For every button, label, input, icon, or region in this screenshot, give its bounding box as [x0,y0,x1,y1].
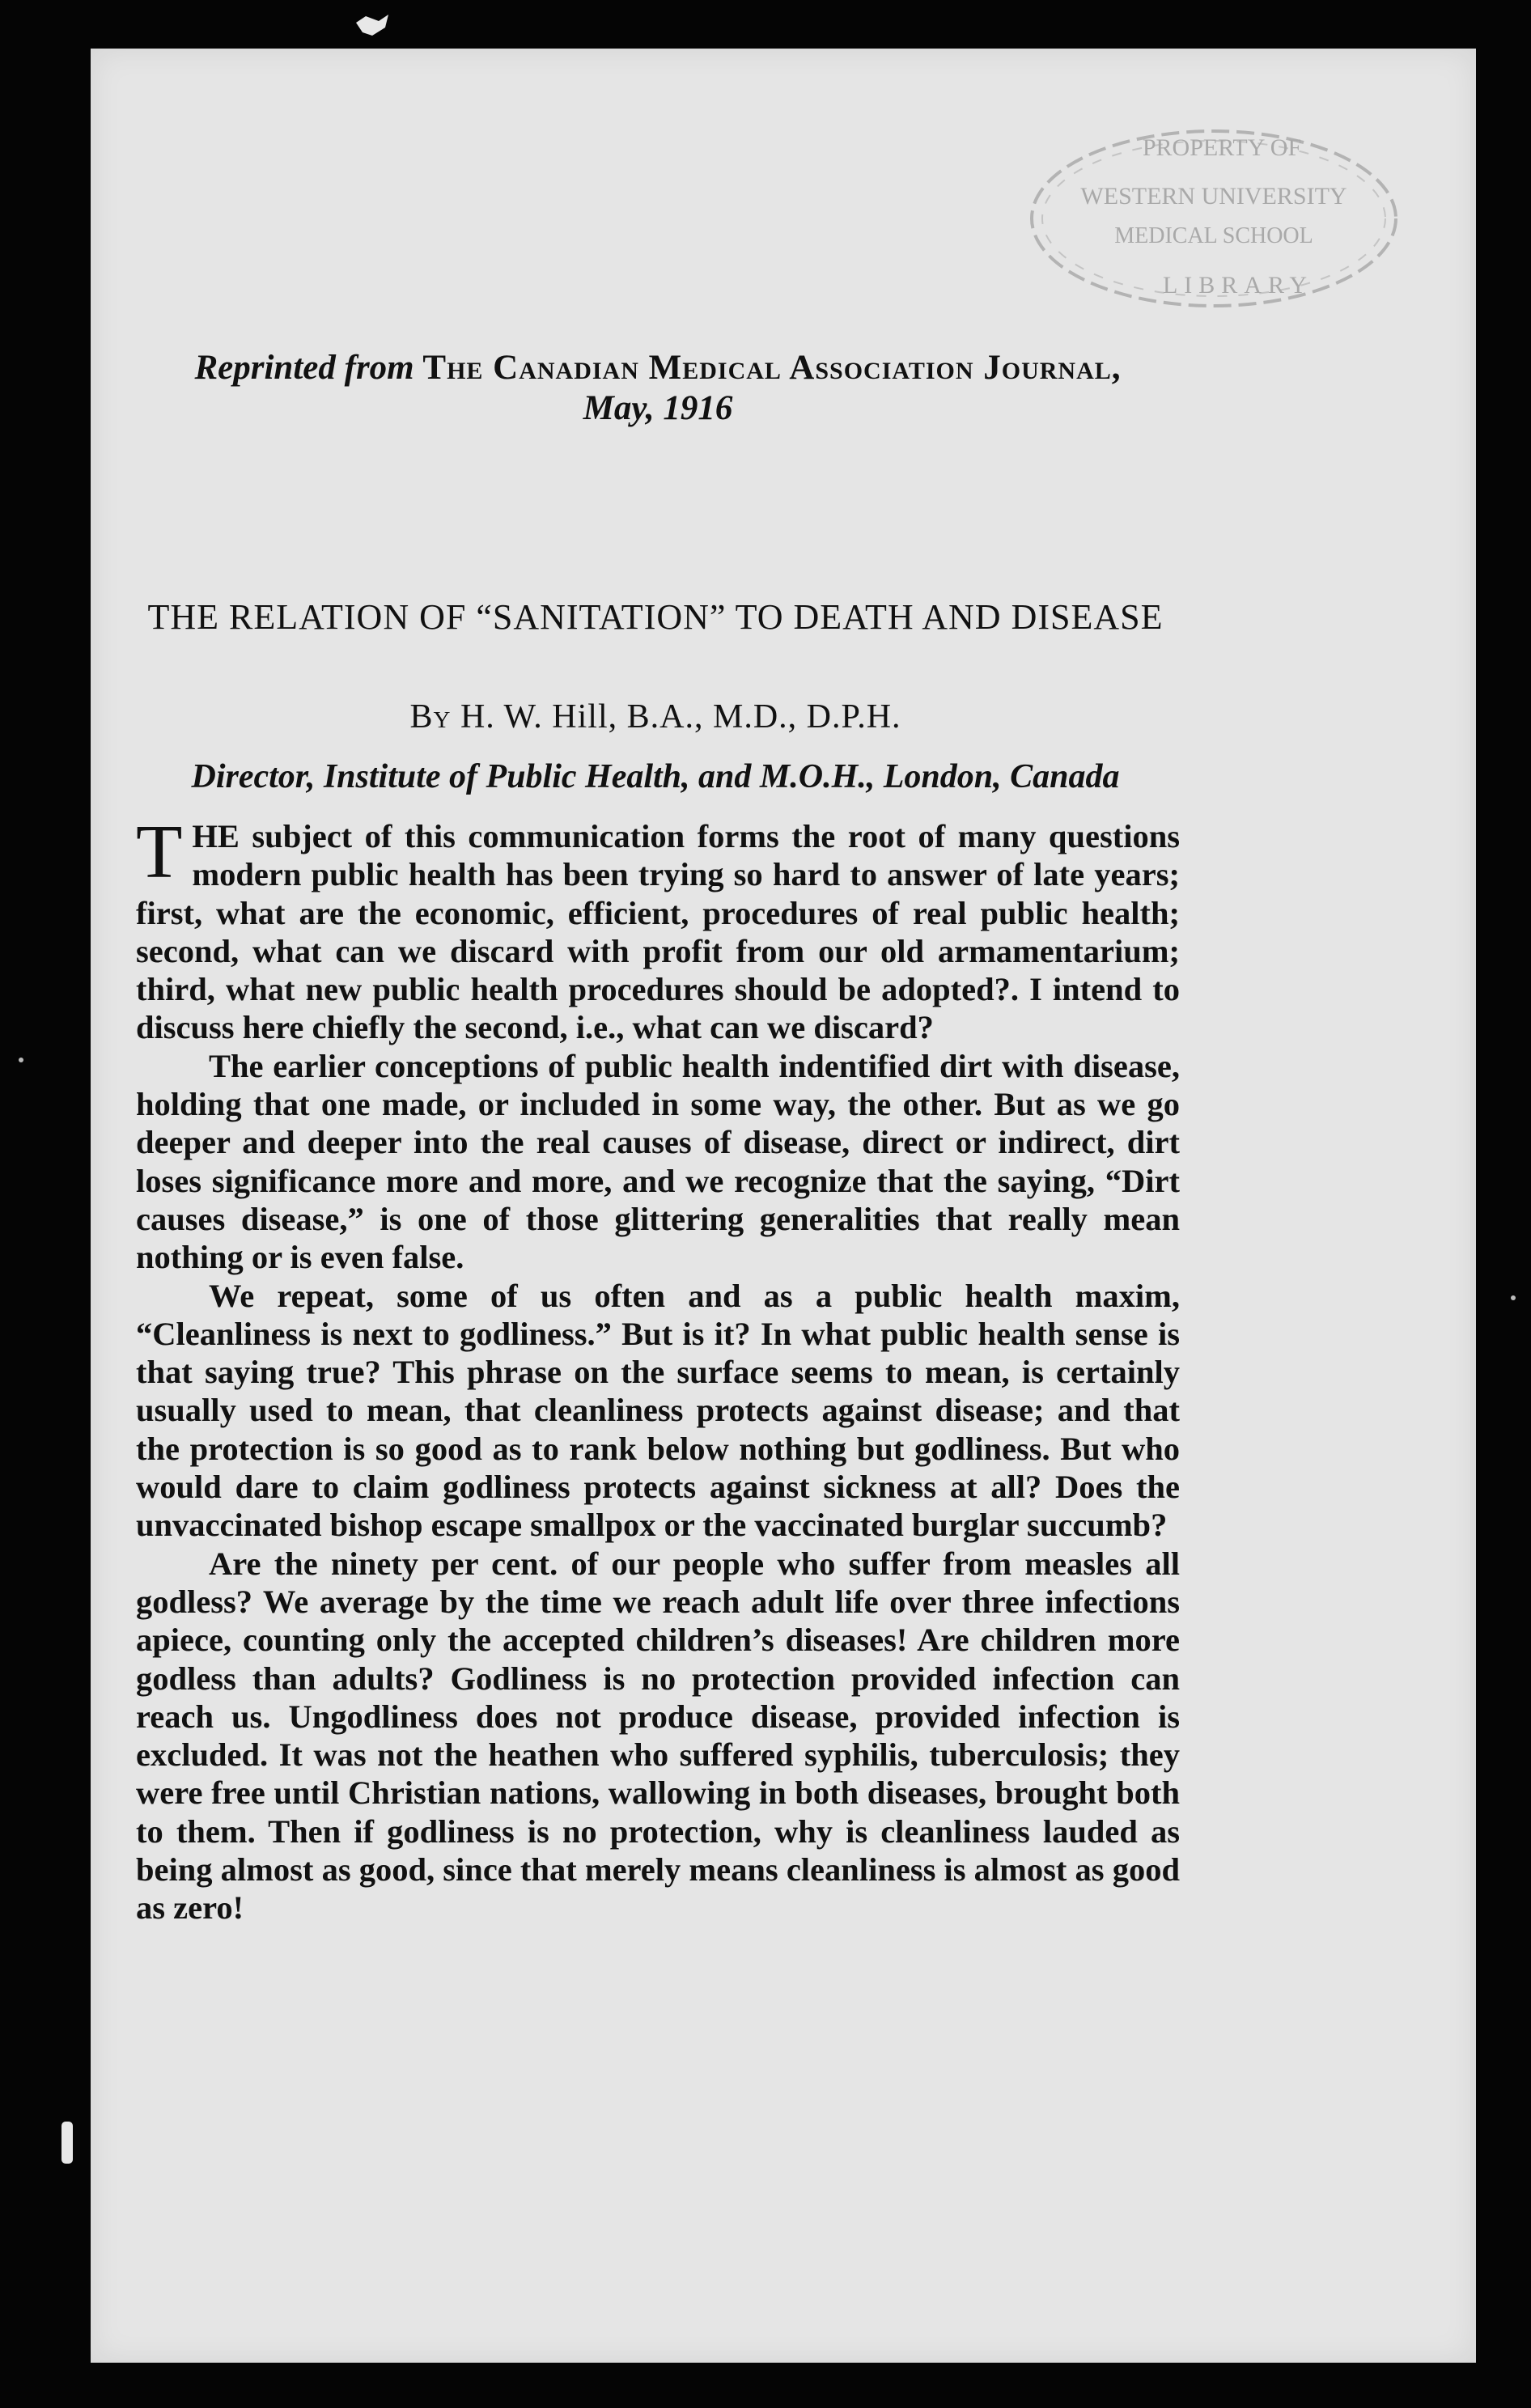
svg-text:PROPERTY OF: PROPERTY OF [1142,134,1302,161]
paragraph: Are the ninety per cent. of our people who suffer from measles all godless? We average by the time we reach adult life over three infections apiece, counting only the accepted children’s diseases! Are children more godless than adults? Godliness is no protection provided infection can reach us. Ungodliness does not produce disease, provided infection is excluded. It was not the heathen who suffered syphilis, tuberculosis; they were free until Christian nations, wallowing in both diseases, brought both to them. Then if godliness is no protection, why is cleanliness lauded as being almost as good, since that merely means cleanliness is almost as good as zero! [136,1545,1180,1927]
author-affiliation: Director, Institute of Public Health, and M.O.H., London, Canada [191,758,1120,795]
author-line [129,697,1181,736]
svg-text:WESTERN UNIVERSITY: WESTERN UNIVERSITY [1080,183,1347,210]
drop-cap: T [136,810,183,894]
author-prefix: By [409,698,452,736]
paragraph: We repeat, some of us often and as a public health maxim, “Cleanliness is next to godliness.” But is it? In what public health sense is that saying true? This phrase on the surface seems to mean, is certainly usually used to mean, that cleanliness protects against disease; and that the protection is so good as to rank below nothing but godliness. But who would dare to claim godliness protects against sickness at all? Does the unvaccinated bishop escape smallpox or the vaccinated burglar succumb? [136,1277,1180,1544]
svg-text:LIBRARY: LIBRARY [1162,272,1314,299]
article-body [136,810,1180,1927]
reprint-notice [136,348,1180,429]
paragraph: The earlier conceptions of public health indentified dirt with disease, holding that one made, or included in some way, the other. But as we go deeper and deeper into the real causes of disease, direct or indirect, dirt loses significance more and more, and we recognize that the saying, “Dirt causes disease,” is one of those glittering generalities that really mean nothing or is even false. [136,1047,1180,1276]
reprint-lead: Reprinted from [194,349,414,387]
paragraph-text: HE subject of this communication forms the root of many questions modern public health has been trying so hard to answer of late years; first, what are the economic, efficient, procedures of real public health; second, what can we discard with profit from our old armamentarium; third, what new public health procedures should be adopted?. I intend to discuss here chiefly the second, i.e., what can we discard? [136,818,1180,1046]
journal-name: The Canadian Medical Association Journal, [422,349,1122,387]
paragraph [136,810,1180,1047]
journal-date: May, 1916 [583,389,733,427]
author-name: H. W. Hill, B.A., M.D., D.P.H. [460,698,901,736]
article-title: THE RELATION OF “SANITATION” TO DEATH AND DISEASE [147,597,1164,637]
svg-text:MEDICAL SCHOOL: MEDICAL SCHOOL [1114,223,1313,248]
library-stamp [995,89,1416,348]
